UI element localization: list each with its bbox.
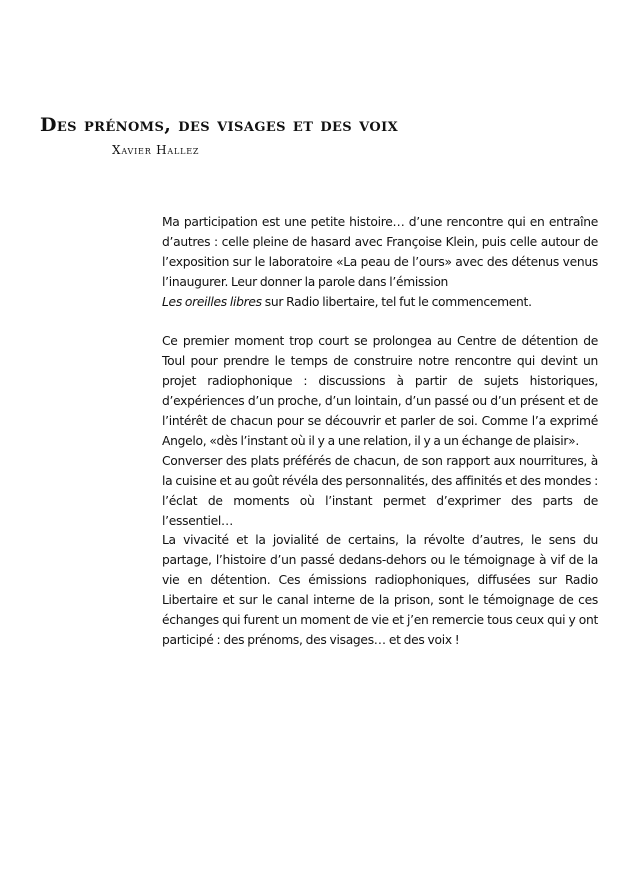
article-body (162, 213, 598, 651)
paragraph-intro-text: Ma participation est une petite histoire… d’une rencontre qui en entraîne d’autres : celle pleine de hasard avec Françoise Klein, puis celle autour de l’exposition sur le laboratoire «La peau de l’ours» avec des détenus venus l’inaugurer. Leur donner la parole dans l’émission (162, 215, 598, 289)
article-title: Des prénoms, des visages et des voix (40, 114, 399, 136)
author-name: Xavier Hallez (112, 143, 200, 157)
paragraph-toul: Ce premier moment trop court se prolongea au Centre de détention de Toul pour prendre le temps de construire notre rencontre qui devint un projet radiophonique : discussions à partir de sujets historiques, d’expériences d’un proche, d’un lointain, d’un passé ou d’un présent et de l’intérêt de chacun pour se découvrir et parler de soi. Comme l’a exprimé Angelo, «dès l’instant où il y a une relation, il y a un échange de plaisir». (162, 334, 598, 448)
paragraph-intro-end: sur Radio libertaire, tel fut le commencement. (261, 294, 532, 309)
paragraph-food: Converser des plats préférés de chacun, de son rapport aux nourritures, à la cuisine et au goût révéla des personnalités, des affinités et des mondes : l’éclat de moments où l’instant permet d’exprimer des parts de l’essentiel… (162, 453, 598, 528)
show-title: Les oreilles libres (162, 294, 262, 309)
paragraph-intro (162, 213, 598, 313)
paragraph-vivacity: La vivacité et la jovialité de certains, la révolte d’autres, le sens du partage, l’histoire d’un passé dedans-dehors ou le témoignage à vif de la vie en détention. Ces émissions radiophoniques, diffusées sur Radio Libertaire et sur le canal interne de la prison, sont le témoignage de ces échanges qui furent un moment de vie et j’en remercie tous ceux qui y ont participé : des prénoms, des visages… et des voix ! (162, 533, 598, 648)
